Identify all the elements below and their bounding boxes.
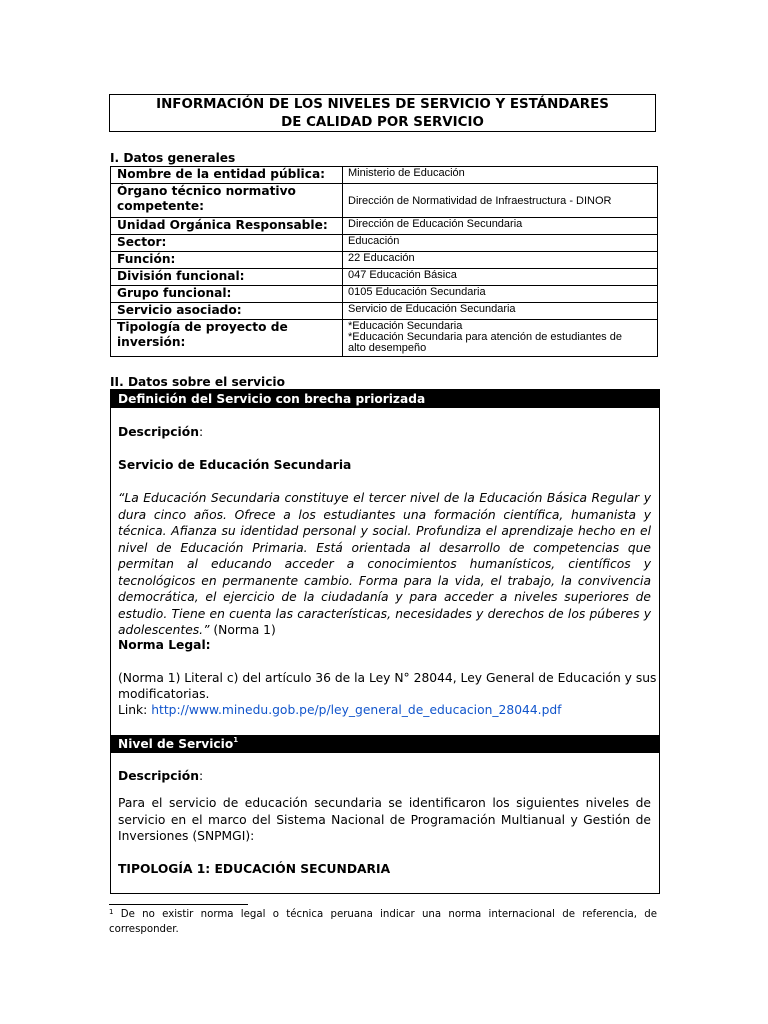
definition-reference: (Norma 1): [209, 623, 276, 637]
row-label: Tipología de proyecto de inversión:: [111, 320, 343, 357]
row-value: Dirección de Educación Secundaria: [343, 218, 658, 235]
row-label: Unidad Orgánica Responsable:: [111, 218, 343, 235]
row-value: Dirección de Normatividad de Infraestructura - DINOR: [343, 184, 658, 218]
table-row: [111, 303, 658, 320]
service-definition: [118, 490, 651, 639]
value-line: *Educación Secundaria para atención de estudiantes de: [348, 331, 622, 343]
footnote-divider: [109, 904, 248, 905]
descripcion-colon: :: [198, 425, 204, 439]
norma-legal-heading: Norma Legal:: [118, 638, 211, 652]
value-line: *Educación Secundaria: [348, 320, 463, 332]
nivel-description-text: Para el servicio de educación secundaria se identificaron los siguientes niveles de servicio en el marco del Sistema Nacional de Programación Multianual y Gestión de Inversiones (SNPMGI):: [118, 796, 651, 843]
row-label: Órgano técnico normativo competente:: [111, 184, 343, 218]
table-row: [111, 235, 658, 252]
row-label: División funcional:: [111, 269, 343, 286]
link-label: Link:: [118, 703, 152, 717]
row-value: Ministerio de Educación: [343, 167, 658, 184]
nivel-label: Nivel de Servicio: [118, 737, 234, 751]
norma-link-line: [118, 702, 562, 719]
row-label: Grupo funcional:: [111, 286, 343, 303]
norma-text-line-2: modificatorias.: [118, 687, 210, 701]
ley-general-link[interactable]: http://www.minedu.gob.pe/p/ley_general_de_educacion_28044.pdf: [151, 703, 562, 717]
footnote-ref: 1: [233, 736, 239, 744]
footnote-mark: 1: [109, 908, 114, 916]
table-row: [111, 167, 658, 184]
row-value: [343, 320, 658, 357]
nivel-descripcion-heading: [118, 768, 203, 785]
footnote-text: De no existir norma legal o técnica peruana indicar una norma internacional de referencia, de corresponder.: [109, 909, 657, 935]
row-label: Nombre de la entidad pública:: [111, 167, 343, 184]
nivel-descripcion-label: Descripción: [118, 769, 199, 783]
section-1-heading: I. Datos generales: [110, 151, 236, 165]
table-row: [111, 252, 658, 269]
table-row: [111, 184, 658, 218]
tipologia-heading: TIPOLOGÍA 1: EDUCACIÓN SECUNDARIA: [118, 862, 391, 876]
title-line-2: DE CALIDAD POR SERVICIO: [281, 115, 484, 130]
norma-text-line-1: (Norma 1) Literal c) del artículo 36 de la Ley N° 28044, Ley General de Educación y sus: [118, 671, 657, 685]
descripcion-label: Descripción: [118, 425, 199, 439]
title-line-1: INFORMACIÓN DE LOS NIVELES DE SERVICIO Y ESTÁNDARES: [156, 97, 609, 112]
table-row: [111, 269, 658, 286]
table-row: [111, 218, 658, 235]
nivel-servicio-bar: [111, 735, 659, 753]
datos-generales-table: [110, 166, 658, 357]
nivel-descripcion-colon: :: [198, 769, 204, 783]
document-title: [109, 94, 656, 132]
row-label: Sector:: [111, 235, 343, 252]
row-value: Educación: [343, 235, 658, 252]
section-2-heading: II. Datos sobre el servicio: [110, 375, 285, 389]
table-row: [111, 286, 658, 303]
descripcion-heading: [118, 424, 203, 441]
definicion-bar: Definición del Servicio con brecha priorizada: [111, 390, 659, 408]
footnote: [109, 907, 657, 937]
value-line: alto desempeño: [348, 342, 427, 354]
row-value: 047 Educación Básica: [343, 269, 658, 286]
table-row: [111, 320, 658, 357]
row-label: Servicio asociado:: [111, 303, 343, 320]
row-value: Servicio de Educación Secundaria: [343, 303, 658, 320]
row-label: Función:: [111, 252, 343, 269]
row-value: 22 Educación: [343, 252, 658, 269]
service-name: Servicio de Educación Secundaria: [118, 458, 352, 472]
definition-quote: “La Educación Secundaria constituye el tercer nivel de la Educación Básica Regular y dura cinco años. Ofrece a los estudiantes una formación científica, humanista y técnica. Afianza su identidad personal y social. Profundiza el aprendizaje hecho en el nivel de Educación Primaria. Está orientada al desarrollo de competencias que permitan al educando acceder a conocimientos humanísticos, científicos y tecnológicos en permanente cambio. Forma para la vida, el trabajo, la convivencia democrática, el ejercicio de la ciudadanía y para acceder a niveles superiores de estudio. Tiene en cuenta las características, necesidades y derechos de los púberes y adolescentes.”: [118, 491, 651, 637]
row-value: 0105 Educación Secundaria: [343, 286, 658, 303]
service-box: [110, 389, 660, 894]
